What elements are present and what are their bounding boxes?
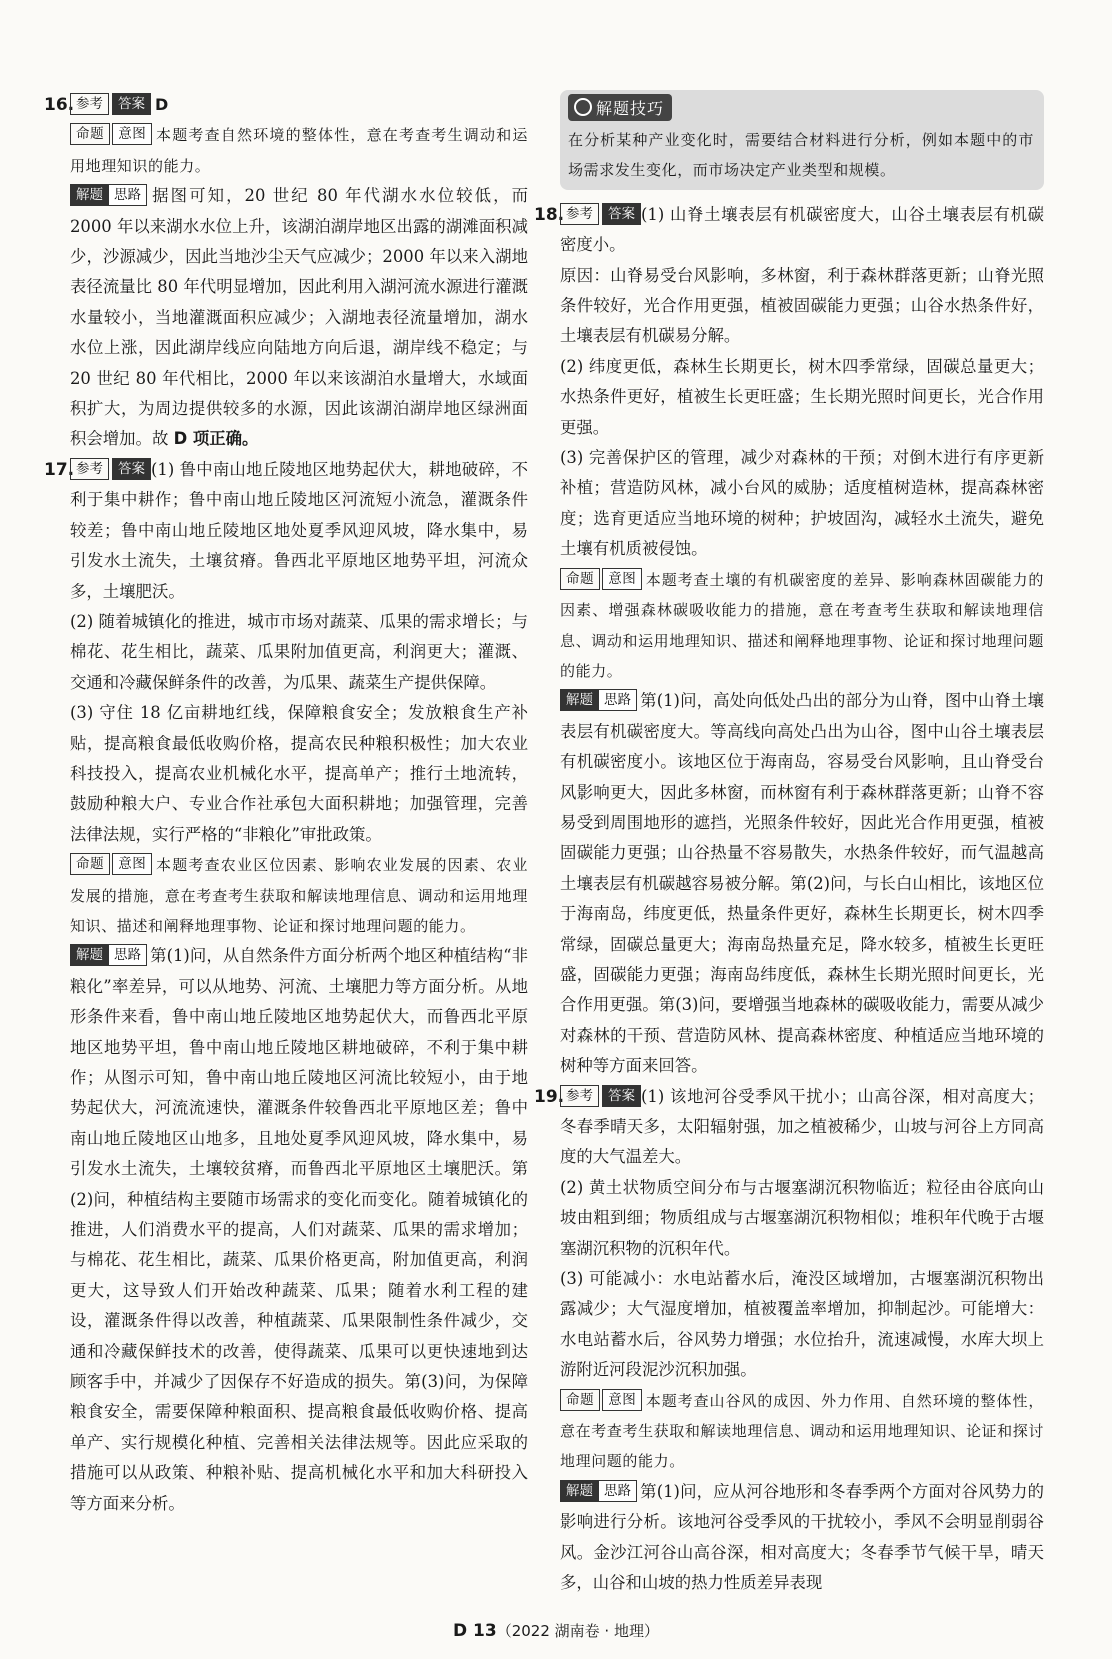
q18-number: 18. <box>534 204 565 225</box>
intent-tag-a: 命题 <box>70 853 110 875</box>
q18-answer-1 <box>534 200 1044 261</box>
idea-tag-a: 解题 <box>560 1480 599 1502</box>
q19-a1-text: (1) 该地河谷受季风干扰小；山高谷深，相对高度大；冬春季晴天多，太阳辐射强，加之植被稀少，山坡与河谷上方同高度的大气温差大。 <box>560 1086 1044 1167</box>
ref-tag: 参考 <box>560 203 599 225</box>
answer-tag: 答案 <box>112 93 151 115</box>
q19-number: 19. <box>534 1086 565 1107</box>
q18-answer-2: (2) 纬度更低，森林生长期更长，树木四季常绿，固碳总量更大；水热条件更好，植被生长更旺盛；生长期光照时间更长，光合作用更强。 <box>560 356 1044 437</box>
tip-title <box>568 94 672 121</box>
q18-idea-text: 第(1)问，高处向低处凸出的部分为山脊，图中山脊土壤表层有机碳密度大。等高线向高处凸出为山谷，图中山谷土壤表层有机碳密度小。该地区位于海南岛，容易受台风影响，且山脊受台风影响更大，因此多林窗，而林窗有利于森林群落更新；山脊不容易受到周围地形的遮挡，光照条件较好，因此光合作用更强，植被固碳能力更强；山谷热量不容易散失，水热条件较好，而气温越高土壤表层有机碳越容易被分解。第(2)问，与长白山相比，该地区位于海南岛，纬度更低，热量条件更好，森林生长期更长，树木四季常绿，固碳总量更大；海南岛热量充足，降水较多，植被生长更旺盛，固碳能力更强；海南岛纬度低，森林生长期光照时间更长，光合作用更强。第(3)问，要增强当地森林的碳吸收能力，需要从减少对森林的干预、营造防风林、提高森林密度、种植适应当地环境的树种等方面来回答。 <box>560 691 1044 1076</box>
left-column <box>44 90 528 1519</box>
q17-answer-3: (3) 守住 18 亿亩耕地红线，保障粮食安全；发放粮食生产补贴，提高粮食最低收购价格，提高农民种粮积极性；加大农业科技投入，提高农业机械化水平，提高单产；推行土地流转，鼓励种粮大户、专业合作社承包大面积耕地；加强管理，完善法律法规，实行严格的“非粮化”审批政策。 <box>70 703 528 844</box>
q16-intent-text: 本题考查自然环境的整体性，意在考查考生调动和运用地理知识的能力。 <box>70 126 528 175</box>
q17-number: 17. <box>44 459 75 480</box>
q19-idea-text: 第(1)问，应从河谷地形和冬春季两个方面对谷风势力的影响进行分析。该地河谷受季风的干扰较小，季风不会明显削弱谷风。金沙江河谷山高谷深，相对高度大；冬春季节气候干旱，晴天多，山谷和山坡的热力性质差异表现 <box>560 1481 1044 1593</box>
q19-answer-1 <box>534 1082 1044 1173</box>
q18-idea <box>560 686 1044 1081</box>
intent-tag-b: 意图 <box>602 1389 642 1411</box>
page-info: （2022 湖南卷 · 地理） <box>496 1622 659 1640</box>
q19-answer-2: (2) 黄土状物质空间分布与古堰塞湖沉积物临近；粒径由谷底向山坡由粗到细；物质组成与古堰塞湖沉积物相似；堆积年代晚于古堰塞湖沉积物的沉积年代。 <box>560 1177 1044 1258</box>
q17-idea-text: 第(1)问，从自然条件方面分析两个地区种植结构“非粮化”率差异，可以从地势、河流、土壤肥力等方面分析。从地形条件来看，鲁中南山地丘陵地区地势起伏大，而鲁西北平原地区地势平坦，鲁中南山地丘陵地区耕地破碎，不利于集中耕作；从图示可知，鲁中南山地丘陵地区河流比较短小，由于地势起伏大，河流流速快，灌溉条件较鲁西北平原地区差；鲁中南山地丘陵地区山地多，且地处夏季风迎风坡，降水集中，易引发水土流失，土壤较贫瘠，而鲁西北平原地区土壤肥沃。第(2)问，种植结构主要随市场需求的变化而变化。随着城镇化的推进，人们消费水平的提高，人们对蔬菜、瓜果的需求增加；与棉花、花生相比，蔬菜、瓜果价格更高，附加值更高，利润更大，这导致人们开始改种蔬菜、瓜果；随着水利工程的建设，灌溉条件得以改善，种植蔬菜、瓜果限制性条件减少，交通和冷藏保鲜技术的改善，使得蔬菜、瓜果可以更快速地到达顾客手中，并减少了因保存不好造成的损失。第(3)问，为保障粮食安全，需要保障种粮面积、提高粮食最低收购价格、提高单产、实行规模化种植、完善相关法律法规等。因此应采取的措施可以从政策、种粮补贴、提高机械化水平和加大科研投入等方面来分析。 <box>70 946 528 1513</box>
q18-intent <box>560 565 1044 687</box>
q16-number: 16. <box>44 95 75 115</box>
idea-tag-a: 解题 <box>560 689 599 711</box>
idea-tag-b: 思路 <box>598 1480 637 1502</box>
q19-intent <box>560 1386 1044 1477</box>
q18-intent-text: 本题考查土壤的有机碳密度的差异、影响森林固碳能力的因素、增强森林碳吸收能力的措施，意在考查考生获取和解读地理信息、调动和运用地理知识、描述和阐释地理事物、论证和探讨地理问题的能力。 <box>560 570 1044 680</box>
q18-a1-text: (1) 山脊土壤表层有机碳密度大，山谷土壤表层有机碳密度小。 <box>560 204 1044 255</box>
q16-answer: D <box>155 95 169 114</box>
q16-idea-text: 据图可知，20 世纪 80 年代湖水水位较低，而 2000 年以来湖水水位上升，该湖泊湖岸地区出露的湖滩面积减少，沙源减少，因此当地沙尘天气应减少；2000 年以来入湖地表径流量比 80 年代明显增加，因此利用入湖河流水源进行灌溉水量较小，当地灌溉面积应减少；入湖地表径流量增加，湖水水位上涨，因此湖岸线应向陆地方向后退，湖岸线不稳定；与 20 世纪 80 年代相比，2000 年以来该湖泊水量增大，水域面积扩大，为周边提供较多的水源，因此该湖泊湖岸地区绿洲面积会增加。故 <box>70 186 528 449</box>
tip-box <box>560 90 1044 190</box>
q17-a1-text: (1) 鲁中南山地丘陵地区地势起伏大，耕地破碎，不利于集中耕作；鲁中南山地丘陵地区河流短小流急，灌溉条件较差；鲁中南山地丘陵地区地处夏季风迎风坡，降水集中，易引发水土流失，土壤贫瘠。鲁西北平原地区地势平坦，河流众多，土壤肥沃。 <box>70 459 528 601</box>
answer-tag: 答案 <box>112 458 151 480</box>
tip-text: 在分析某种产业变化时，需要结合材料进行分析，例如本题中的市场需求发生变化，而市场决定产业类型和规模。 <box>568 131 1034 180</box>
q19-intent-text: 本题考查山谷风的成因、外力作用、自然环境的整体性，意在考查考生获取和解读地理信息、调动和运用地理知识、论证和探讨地理问题的能力。 <box>560 1391 1044 1471</box>
lightbulb-icon <box>574 98 592 116</box>
tip-title-text: 解题技巧 <box>596 99 665 118</box>
ref-tag: 参考 <box>70 458 109 480</box>
q18-answer-1-reason: 原因：山脊易受台风影响，多林窗，利于森林群落更新；山脊光照条件较好，光合作用更强，植被固碳能力更强；山谷水热条件好，土壤表层有机碳易分解。 <box>560 265 1044 346</box>
idea-tag-b: 思路 <box>108 184 147 206</box>
q16-idea <box>70 181 528 455</box>
q16-idea-bold: D 项正确。 <box>173 429 259 449</box>
ref-tag: 参考 <box>560 1085 599 1107</box>
intent-tag-a: 命题 <box>70 123 110 145</box>
intent-tag-a: 命题 <box>560 1389 600 1411</box>
q16-answer-line <box>44 90 528 120</box>
intent-tag-b: 意图 <box>112 123 152 145</box>
intent-tag-b: 意图 <box>602 568 642 590</box>
q19-answer-3: (3) 可能减小：水电站蓄水后，淹没区域增加，古堰塞湖沉积物出露减少；大气湿度增加，植被覆盖率增加，抑制起沙。可能增大：水电站蓄水后，谷风势力增强；水位抬升，流速减慢，水库大坝上游附近河段泥沙沉积加强。 <box>560 1269 1044 1380</box>
intent-tag-b: 意图 <box>112 853 152 875</box>
idea-tag-b: 思路 <box>598 689 637 711</box>
page-footer <box>0 1620 1112 1641</box>
q19-idea <box>560 1477 1044 1599</box>
answer-tag: 答案 <box>602 203 641 225</box>
right-column <box>534 90 1044 1599</box>
q17-answer-1 <box>44 455 528 607</box>
ref-tag: 参考 <box>70 93 109 115</box>
idea-tag-b: 思路 <box>108 944 147 966</box>
idea-tag-a: 解题 <box>70 184 109 206</box>
q17-idea <box>70 941 528 1519</box>
page-number: D 13 <box>453 1621 497 1641</box>
intent-tag-a: 命题 <box>560 568 600 590</box>
answer-tag: 答案 <box>602 1085 641 1107</box>
q16-intent <box>70 120 528 181</box>
q17-intent <box>70 850 528 941</box>
q17-answer-2: (2) 随着城镇化的推进，城市市场对蔬菜、瓜果的需求增长；与棉花、花生相比，蔬菜、瓜果附加值更高，利润更大；灌溉、交通和冷藏保鲜条件的改善，为瓜果、蔬菜生产提供保障。 <box>70 611 528 692</box>
q17-intent-text: 本题考查农业区位因素、影响农业发展的因素、农业发展的措施，意在考查考生获取和解读地理信息、调动和运用地理知识、描述和阐释地理事物、论证和探讨地理问题的能力。 <box>70 856 528 935</box>
idea-tag-a: 解题 <box>70 944 109 966</box>
q18-answer-3: (3) 完善保护区的管理，减少对森林的干预；对倒木进行有序更新补植；营造防风林，减小台风的威胁；适度植树造林，提高森林密度；选育更适应当地环境的树种；护坡固沟，减轻水土流失，避免土壤有机质被侵蚀。 <box>560 448 1044 559</box>
